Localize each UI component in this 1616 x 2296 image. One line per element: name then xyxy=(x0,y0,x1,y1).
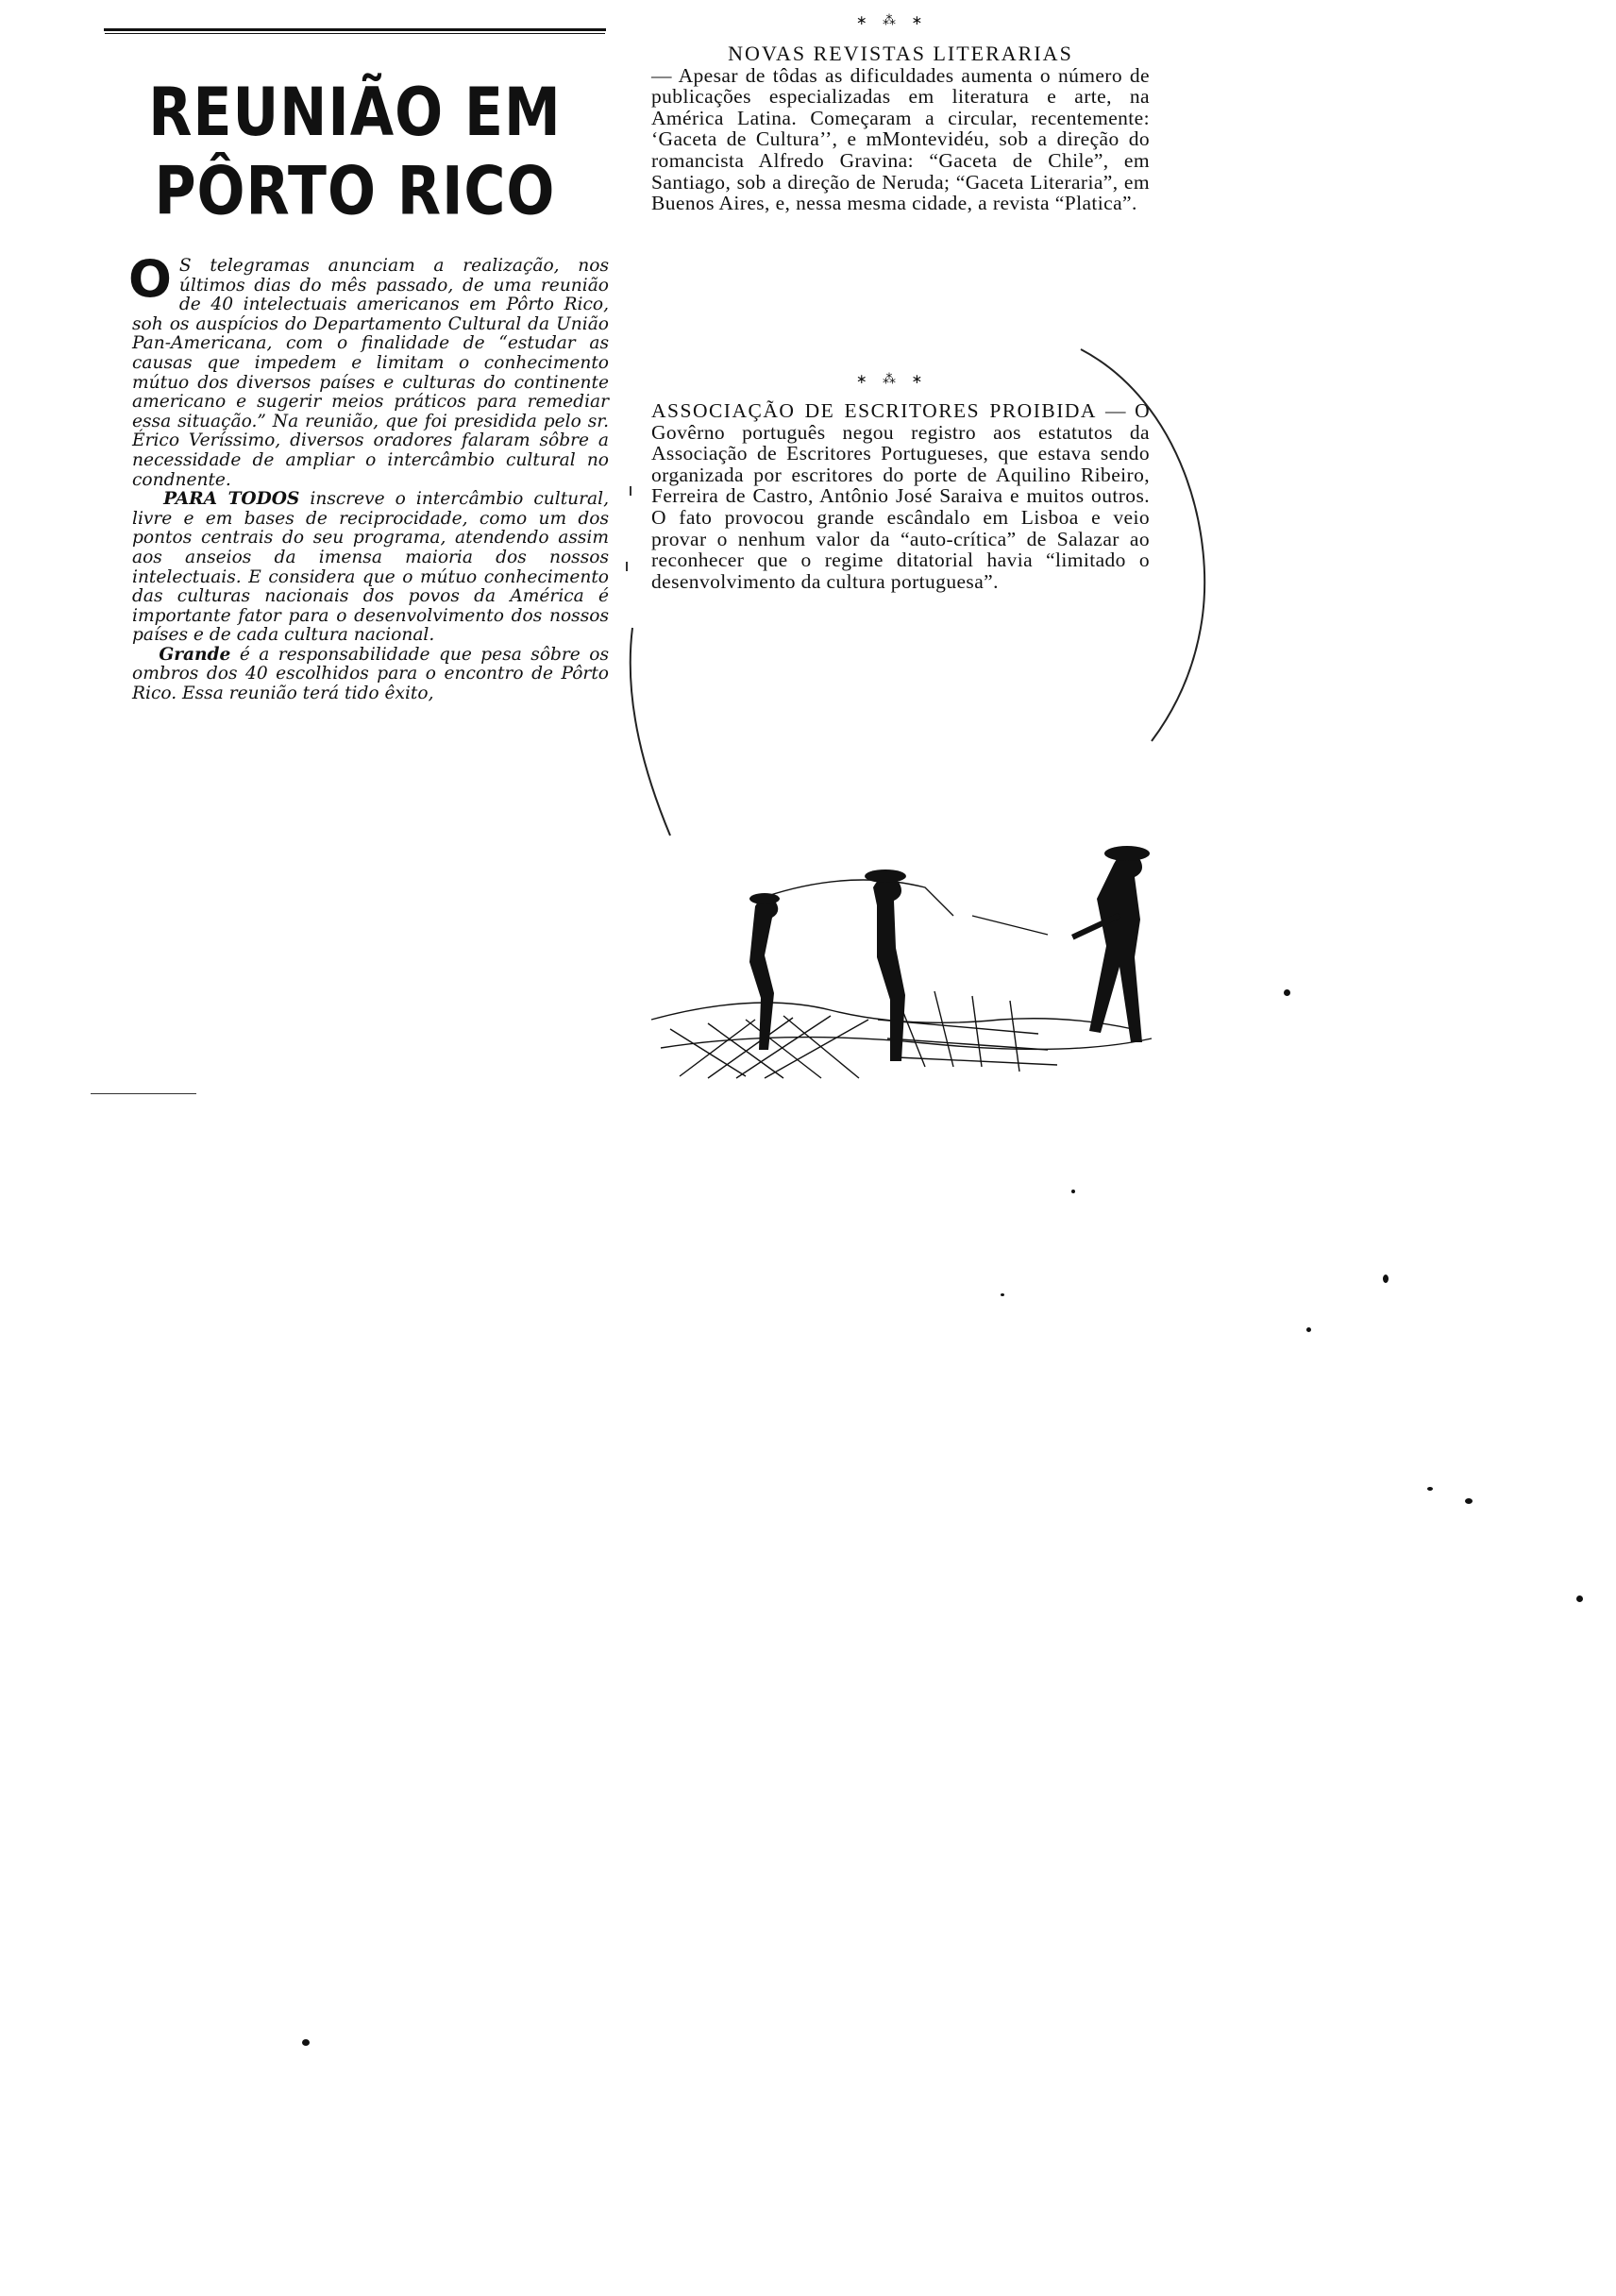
left-article-body xyxy=(128,249,609,704)
separator-middle: ∗ ⁂ ∗ xyxy=(855,372,929,387)
speck xyxy=(1427,1487,1433,1491)
hand-drawn-bracket xyxy=(614,345,1218,873)
left-paragraph-2-lead: PARA TODOS xyxy=(163,489,300,510)
speck xyxy=(1306,1327,1311,1332)
section-2-body: — O Govêrno português negou registro aos estatutos da Associação de Escritores Portugueses, que estava sendo organizada por escritores do porte de Aquilino Ribeiro, Ferreira de Castro, Antônio José Saraiva e muitos outros. O fato provocou grande escândalo em Lisboa e veio provar o nenhum valor da “auto-crítica” de Salazar ao reconhecer que o regime ditatorial havia “limitado o desenvolvimento da cultura portuguesa”. xyxy=(651,399,1151,593)
left-paragraph-1-text: S telegramas anunciam a realização, nos últimos dias do mês passado, de uma reunião de 40 intelectuais americanos em Pôrto Rico, soh os auspícios do Departamento Cultural da União Pan-Americana, com o finalidade de “estudar as causas que impedem e limitam o conhecimento mútuo dos diversos países e culturas do continente americano e sugerir meios práticos para remediar essa situação.” Na reunião, que foi presidida pelo sr. Érico Veríssimo, diversos oradores falaram sôbre a necessidade de ampliar o intercâmbio cultural no condnente. xyxy=(132,256,609,490)
left-paragraph-2-text: inscreve o intercâmbio cultural, livre e em bases de reciprocidade, como um dos pontos centrais do seu programa, atendendo assim aos anseios da imensa maioria dos nossos intelectuais. E considera que o mútuo conhecimento das culturas nacionais dos povos da América é importante fator para o desenvolvimento dos nossos países e de cada cultura nacional. xyxy=(132,489,609,646)
section-2-title: ASSOCIAÇÃO DE ESCRITORES PROIBIDA xyxy=(651,399,1097,422)
right-section-1 xyxy=(651,43,1150,214)
headline xyxy=(104,74,606,231)
speck xyxy=(1576,1595,1583,1602)
top-double-rule xyxy=(104,28,606,31)
speck xyxy=(1383,1275,1389,1283)
left-paragraph-2 xyxy=(132,490,609,646)
left-paragraph-1 xyxy=(128,249,609,490)
headline-line-1: REUNIÃO EM xyxy=(148,74,562,152)
drop-cap: O xyxy=(128,249,172,309)
speck xyxy=(1071,1190,1075,1193)
section-1-body: — Apesar de tôdas as dificuldades aumenta o número de publicações especializadas em literatura e arte, na América Latina. Começaram a circular, recentemente: ‘Gaceta de Cultura’’, e mMontevidéu, sob a direção do romancista Alfredo Gravina: “Gaceta de Chile”, em Santiago, sob a direção de Neruda; “Gaceta Literaria”, em Buenos Aires, e, nessa mesma cidade, a revista “Platica”. xyxy=(651,63,1150,215)
separator-top: ∗ ⁂ ∗ xyxy=(855,13,929,28)
speck xyxy=(302,2039,310,2046)
left-paragraph-3-text: é a responsabilidade que pesa sôbre os ombros dos 40 escolhidos para o encontro de Pôrto Rico. Essa reunião terá tido êxito, xyxy=(132,644,609,704)
left-paragraph-3-lead: Grande xyxy=(159,644,231,665)
bottom-cut-rule xyxy=(91,1093,196,1094)
headline-line-2: PÔRTO RICO xyxy=(154,152,556,231)
speck xyxy=(1001,1293,1004,1296)
fishermen-illustration xyxy=(642,831,1180,1095)
speck xyxy=(1284,989,1290,996)
left-paragraph-3 xyxy=(132,646,609,704)
section-1-title: NOVAS REVISTAS LITERARIAS xyxy=(728,42,1073,65)
speck xyxy=(1465,1498,1473,1504)
